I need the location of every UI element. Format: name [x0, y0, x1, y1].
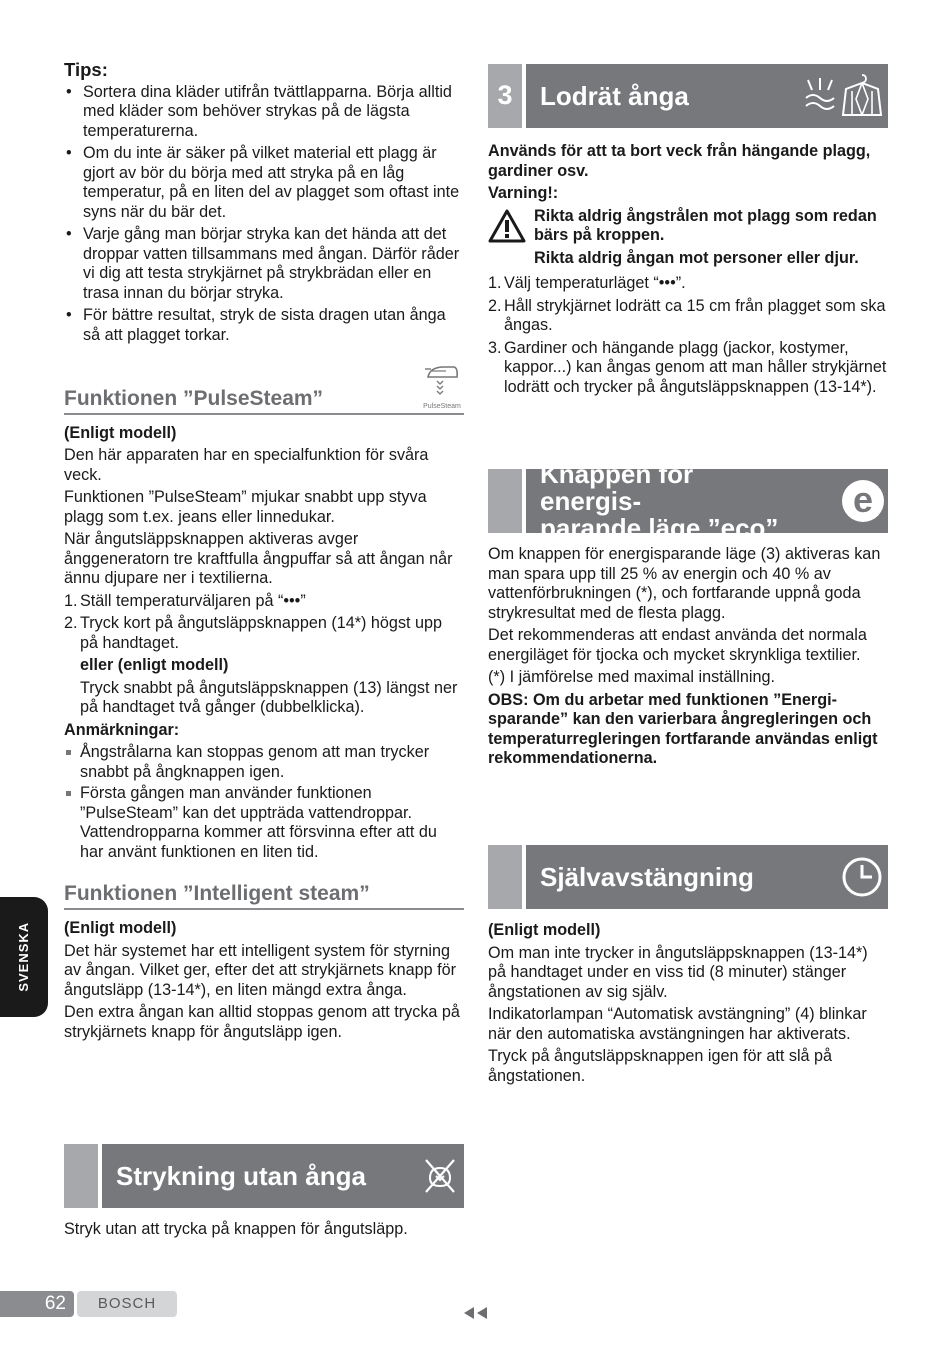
- obs-note: OBS: Om du arbetar med funktionen ”Energi-sparande” kan den varierbara ångregleringen och temperaturregleringen fortfarande användas enligt rekommendationerna.: [488, 690, 878, 767]
- paragraph: Det rekommenderas att endast använda det normala energiläget för tjocka och mycket skrynkliga textilier.: [488, 626, 867, 664]
- notes-heading: Anmärkningar:: [64, 720, 180, 739]
- list-item: • Sortera dina kläder utifrån tvättlapparna. Börja alltid med kläder som behöver strykas på de lägsta temperaturerna.: [64, 83, 464, 142]
- notes-list: [64, 743, 464, 862]
- list-item: Ångstrålarna kan stoppas genom att man trycker snabbt på ångknappen igen.: [64, 743, 464, 782]
- paragraph: Tryck snabbt på ångutsläppsknappen (13) längst ner på handtaget två gånger (dubbelklicka).: [80, 678, 458, 716]
- step-text: Tryck kort på ångutsläppsknappen (14*) högst upp på handtaget.: [80, 614, 443, 652]
- hanging-garment-icon: [840, 73, 884, 119]
- banner-title: Strykning utan ånga: [116, 1160, 366, 1191]
- step-number: 3.: [488, 338, 502, 357]
- paragraph: Stryk utan att trycka på knappen för ångutsläpp.: [64, 1220, 408, 1238]
- page-number: 62: [0, 1291, 74, 1317]
- paragraph: (*) I jämförelse med maximal inställning.: [488, 668, 775, 686]
- section-header: [64, 882, 464, 910]
- steps-list: [64, 592, 464, 654]
- warning-icon: [488, 209, 526, 243]
- step-number: 2.: [488, 296, 502, 315]
- list-item: [488, 274, 888, 294]
- banner-title-line: parande läge ”eco”: [540, 512, 779, 543]
- eco-section: [488, 458, 888, 772]
- banner-title: Självavstängning: [540, 861, 754, 892]
- list-item: Första gången man använder funktionen ”PulseSteam” kan det uppträda vattendroppar. Vattendropparna kommer att försvinna efter att du har använt funktionen en liten tid.: [64, 784, 464, 862]
- auto-shutoff-section: [488, 845, 888, 1089]
- step-text: Gardiner och hängande plagg (jackor, kostymer, kappor...) kan ångas genom att man håller strykjärnet lodrätt och trycker på ångutsläppsknappen (13-14*).: [504, 338, 887, 396]
- section-banner: [488, 64, 888, 128]
- paragraph: Den extra ångan kan alltid stoppas genom att trycka på strykjärnets knapp för ångutsläpp igen.: [64, 1003, 460, 1041]
- section-banner: [488, 845, 888, 909]
- step-number: 1.: [64, 591, 78, 610]
- paragraph: Tryck på ångutsläppsknappen igen för att slå på ångstationen.: [488, 1047, 833, 1085]
- list-item: • Om du inte är säker på vilket material ett plagg är gjort av bör du börja med att stryka på en låg temperatur, på en liten del av plagget som oftast inte syns när du bär det.: [64, 144, 464, 222]
- intelligent-steam-section: [64, 882, 464, 1042]
- section-banner: [64, 1144, 464, 1208]
- list-item: [64, 614, 464, 653]
- warning-text: Rikta aldrig ångstrålen mot plagg som redan bärs på kroppen.: [534, 206, 877, 244]
- section-title: Funktionen ”PulseSteam”: [64, 386, 324, 410]
- section-title: Funktionen ”Intelligent steam”: [64, 882, 370, 905]
- right-column: [488, 64, 888, 1085]
- left-column: [64, 59, 464, 1238]
- language-tab-label: SVENSKA: [16, 922, 32, 992]
- no-steam-icon: [420, 1156, 460, 1196]
- vertical-steam-icon: [800, 74, 840, 118]
- model-note: (Enligt modell): [64, 423, 177, 442]
- banner-title: [526, 458, 796, 543]
- paragraph: Om man inte trycker in ångutsläppsknappen (13-14*) på handtaget under en viss tid (8 minuter) stänger ångstationen av sig själv.: [488, 943, 868, 1001]
- step-text: Välj temperaturläget “•••”.: [504, 274, 686, 292]
- eco-icon-letter: e: [852, 479, 874, 520]
- banner-tab-number: 3: [488, 64, 526, 128]
- step-number: 2.: [64, 614, 78, 632]
- list-item: • Varje gång man börjar stryka kan det hända att det droppar vatten tillsammans med ångan. Därför råder vi dig att testa strykjärnet på strykbrädan eller en trasa innan du börjar stryka.: [64, 225, 464, 303]
- previous-page-icon[interactable]: [462, 1305, 490, 1327]
- steps-list: [488, 274, 888, 397]
- step-number: 1.: [488, 274, 502, 292]
- banner-tab: [488, 845, 526, 909]
- section-banner: [488, 458, 888, 543]
- list-item: [64, 592, 464, 612]
- eco-icon: [842, 480, 884, 522]
- banner-title: Lodrät ånga: [540, 80, 689, 111]
- banner-tab: [64, 1144, 102, 1208]
- model-note: (Enligt modell): [488, 921, 601, 939]
- banner-title-line: Knappen för energis-: [540, 458, 694, 516]
- step-text: Ställ temperaturväljaren på “•••”: [80, 591, 306, 610]
- no-steam-section: [64, 1144, 464, 1243]
- vertical-steam-section: [488, 64, 888, 397]
- step-text: Håll strykjärnet lodrätt ca 15 cm från plagget som ska ångas.: [504, 296, 886, 334]
- tips-heading: Tips:: [64, 59, 108, 80]
- tips-list: [64, 83, 464, 346]
- page-footer: [0, 1291, 177, 1317]
- list-item: [488, 339, 888, 398]
- language-tab: [0, 897, 48, 1017]
- section-header: [64, 363, 464, 415]
- paragraph: Det här systemet har ett intelligent system för styrning av ångan. Vilket ger, efter det att strykjärnets knapp för ångutsläpp (13-14*), en liten mängd extra ånga.: [64, 941, 457, 999]
- brand-label: BOSCH: [77, 1291, 177, 1317]
- alternative-note: eller (enligt modell): [80, 656, 229, 674]
- paragraph: Om knappen för energisparande läge (3) aktiveras kan man spara upp till 25 % av energin och 40 % av vattenförbrukningen (*), och fortfarande uppnå goda strykresultat med de flesta plagg.: [488, 545, 881, 622]
- pulsesteam-icon-label: PulseSteam: [423, 402, 461, 410]
- paragraph: Indikatorlampan “Automatisk avstängning” (4) blinkar när den automatiska avstängningen har aktiverats.: [488, 1005, 867, 1043]
- clock-icon: [840, 855, 884, 899]
- paragraph: Funktionen ”PulseSteam” mjukar snabbt upp styva plagg som t.ex. jeans eller linnedukar.: [64, 488, 427, 526]
- intro: Används för att ta bort veck från hängande plagg, gardiner osv.: [488, 142, 871, 180]
- warning-block: [488, 207, 888, 272]
- paragraph: När ångutsläppsknappen aktiveras avger ånggeneratorn tre kraftfulla ångpuffar så att ångan når ännu djupare ner i textilierna.: [64, 530, 453, 587]
- tips-section: [64, 60, 464, 345]
- pulsesteam-section: [64, 363, 464, 862]
- paragraph: Den här apparaten har en specialfunktion för svåra veck.: [64, 446, 429, 484]
- banner-tab: [488, 469, 526, 533]
- list-item: [488, 297, 888, 336]
- warning-label: Varning!:: [488, 184, 559, 202]
- pulsesteam-icon: [420, 363, 464, 411]
- warning-text: Rikta aldrig ångan mot personer eller djur.: [534, 248, 859, 267]
- model-note: (Enligt modell): [64, 919, 177, 937]
- list-item: • För bättre resultat, stryk de sista dragen utan ånga så att plagget torkar.: [64, 306, 464, 345]
